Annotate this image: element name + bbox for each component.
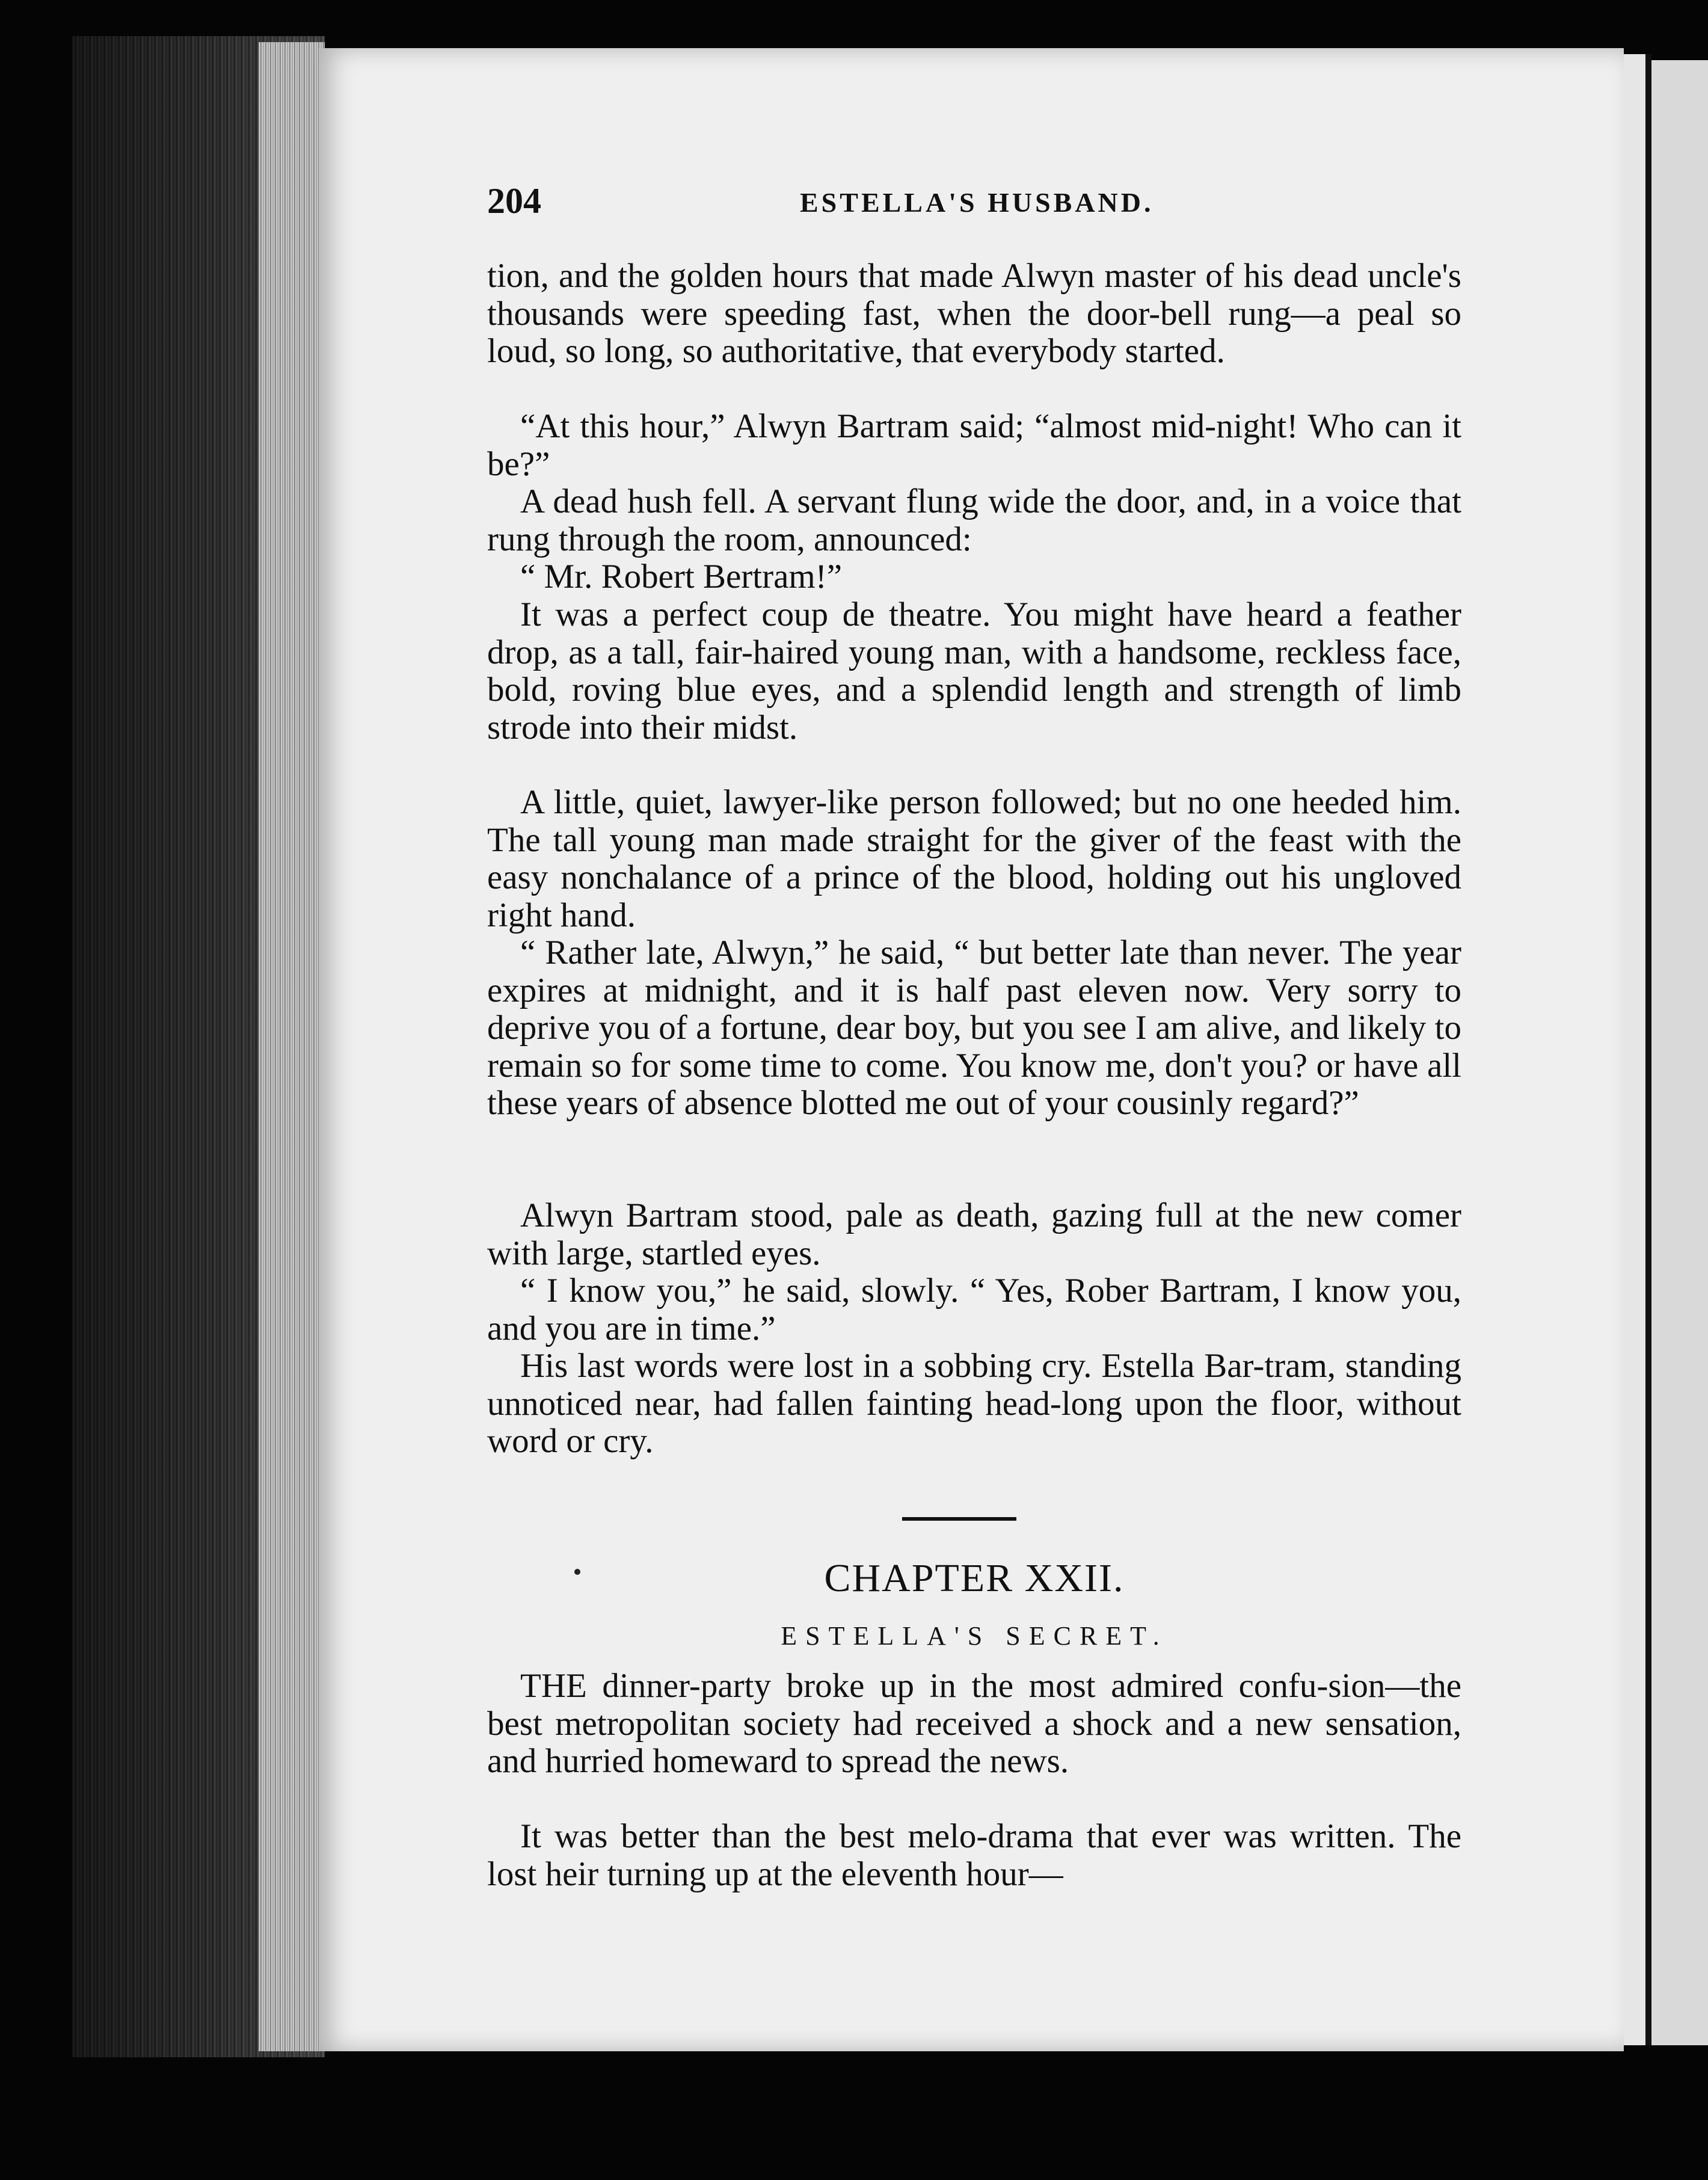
paragraph-8: Alwyn Bartram stood, pale as death, gazing full at the new comer with large, startled eyes. (487, 1196, 1461, 1272)
next-page-sliver (1651, 60, 1708, 2045)
chapter-title: ESTELLA'S SECRET. (781, 1621, 1168, 1651)
paragraph-5: It was a perfect coup de theatre. You might have heard a feather drop, as a tall, fair-haired young man, with a handsome, reckless face, bold, roving blue eyes, and a splendid length and strength of limb strode into their midst. (487, 596, 1461, 747)
chapter-heading: CHAPTER XXII. (824, 1556, 1125, 1600)
page-stack-edges (259, 42, 325, 2051)
page-right-margin (1624, 54, 1648, 2045)
paragraph-10: His last words were lost in a sobbing cry. Estella Bar-tram, standing unnoticed near, had fallen fainting head-long upon the floor, without word or cry. (487, 1347, 1461, 1460)
chapter-paragraph-2: It was better than the best melo-drama that ever was written. The lost heir turning up at the eleventh hour— (487, 1817, 1461, 1893)
page-header (487, 180, 1461, 235)
page-gap-shadow (1645, 54, 1651, 2045)
paragraph-6: A little, quiet, lawyer-like person followed; but no one heeded him. The tall young man made straight for the giver of the feast with the easy nonchalance of a prince of the blood, holding out his ungloved right hand. (487, 783, 1461, 934)
paragraph-3: A dead hush fell. A servant flung wide the door, and, in a voice that rung through the room, announced: (487, 482, 1461, 558)
paragraph-2: “At this hour,” Alwyn Bartram said; “almost mid-night! Who can it be?” (487, 407, 1461, 483)
running-head: ESTELLA'S HUSBAND. (800, 187, 1154, 218)
section-divider-rule (902, 1517, 1016, 1521)
page-number: 204 (487, 181, 541, 221)
paragraph-7: “ Rather late, Alwyn,” he said, “ but better late than never. The year expires at midnight, and it is half past eleven now. Very sorry to deprive you of a fortune, dear boy, but you see I am alive, and likely to remain so for some time to come. You know me, don't you? or have all these years of absence blotted me out of your cousinly regard?” (487, 934, 1461, 1122)
chapter-paragraph-1: THE dinner-party broke up in the most admired confu-sion—the best metropolitan society had received a shock and a new sensation, and hurried homeward to spread the news. (487, 1667, 1461, 1780)
paragraph-4: “ Mr. Robert Bertram!” (520, 558, 842, 596)
paragraph-9: “ I know you,” he said, slowly. “ Yes, Rober Bartram, I know you, and you are in time.” (487, 1272, 1461, 1347)
paragraph-1: tion, and the golden hours that made Alwyn master of his dead uncle's thousands were speeding fast, when the door-bell rung—a peal so loud, so long, so authoritative, that everybody started. (487, 257, 1461, 370)
